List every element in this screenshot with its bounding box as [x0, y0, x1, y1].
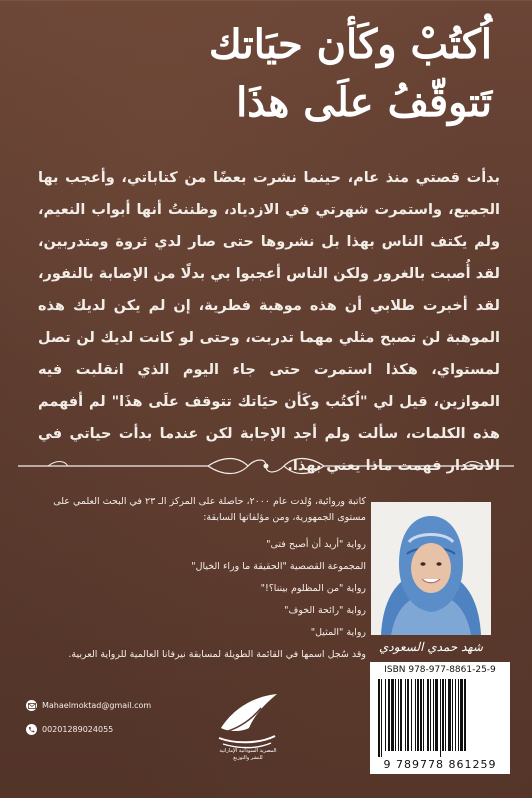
bio-work-4: رواية "رائحة الخوف" — [284, 605, 366, 616]
bio-work-1: رواية "أريد أن أصبح فتى" — [266, 539, 366, 550]
barcode-bar — [445, 679, 446, 751]
barcode-bar — [455, 679, 456, 751]
email-text: Mahaelmoktad@gmail.com — [42, 701, 152, 710]
barcode-bar — [440, 679, 441, 757]
barcode-bar — [458, 679, 459, 751]
barcode-bar — [430, 679, 431, 751]
barcode-bar — [381, 679, 382, 757]
bio-award: وقد سُجل اسمها في القائمة الطويلة لمسابقة نيرفانا العالمية للرواية العربية. — [68, 649, 366, 660]
barcode-bar — [398, 679, 399, 751]
publisher-name: المصرية السودانية الإماراتية للنشر والتوزيع — [219, 748, 277, 761]
barcode-bar — [405, 679, 406, 751]
barcode-bar — [417, 679, 419, 751]
title-line-1: اُكتُبْ وكَأن حيَاتك — [208, 21, 492, 68]
email-contact — [26, 700, 151, 711]
isbn-label: ISBN 978-977-8861-25-9 — [384, 665, 496, 675]
barcode-bar — [400, 679, 402, 751]
feather-logo-icon — [215, 688, 281, 752]
barcode-bar — [427, 679, 429, 751]
barcode-bar — [460, 679, 463, 751]
author-name: شهد حمدي السعودي — [379, 640, 483, 654]
bio-intro: كاتبة وروائية، وُلدت عام ٢٠٠٠، حاصلة على المركز الـ ٢٣ في البحث العلمي على مستوى الجمهورية، ومن مؤلفاتها السابقة: — [53, 496, 366, 523]
isbn-barcode-box — [370, 662, 510, 774]
barcode-bar — [452, 679, 453, 751]
author-bio — [38, 494, 366, 666]
barcode-bar — [442, 679, 444, 751]
barcode-bar — [385, 679, 386, 751]
barcode-bar — [464, 679, 466, 751]
barcode-bar — [423, 679, 424, 751]
bio-work-2: المجموعة القصصية "الحقيقة ما وراء الخيال" — [191, 561, 366, 572]
barcode-bar — [388, 679, 390, 751]
top-edge — [0, 0, 532, 1]
synopsis-text: بدأت قصتي منذ عام، حينما نشرت بعضًا من كتاباتي، وأعجب بها الجميع، واستمرت شهرتي في الازدياد، وظننتُ أنها أبواب النعيم، ولم يكتف الناس بهذا بل نشروها حتى صار لدي ثروة ومتدربين، لقد أُصبت بالغرور ولكن الناس أعجبوا بي بدلًا من الإصابة بالنفور، لقد أخبرت طلابي أن هذه موهبة فطرية، إن لم يكن لديك هذه الموهبة لن تصبح مثلي مهما تدربت، وحتى لو كانت لديك لن تصل لمستواي، هكذا استمرت حتى جاء اليوم الذي انقلبت فيه الموازين، قيل لي "اُكتُب وكَأن حيَاتك تتوقف علَى هذَا" لم أفهمم هذه الكلمات، سألت ولم أجد الإجابة لكن عندما بدأت حياتي في الانحدار فهمت ماذا يعني بهذا. — [38, 170, 500, 474]
title-line-2: تَتوقّفُ علَى هذَا — [236, 79, 492, 126]
author-photo — [371, 502, 491, 635]
phone-contact — [26, 724, 113, 735]
mail-icon — [26, 700, 37, 711]
phone-text: 00201289024055 — [42, 725, 114, 734]
barcode-bar — [420, 679, 422, 751]
barcode-bar — [411, 679, 412, 751]
barcode-bar — [378, 679, 380, 757]
barcode-bar — [391, 679, 394, 751]
barcode-bar — [433, 679, 434, 751]
phone-icon — [26, 724, 37, 735]
barcode — [376, 679, 504, 757]
ornamental-divider — [8, 454, 524, 478]
barcode-bar — [395, 679, 396, 751]
barcode-bar — [415, 679, 416, 751]
barcode-bar — [407, 679, 409, 751]
barcode-bar — [448, 679, 451, 751]
barcode-bar — [435, 679, 438, 751]
bio-work-3: رواية "من المظلوم بيننا؟!" — [260, 583, 366, 594]
bio-work-5: رواية "المثيل" — [310, 627, 366, 638]
barcode-number: 9 789778 861259 — [383, 758, 497, 771]
